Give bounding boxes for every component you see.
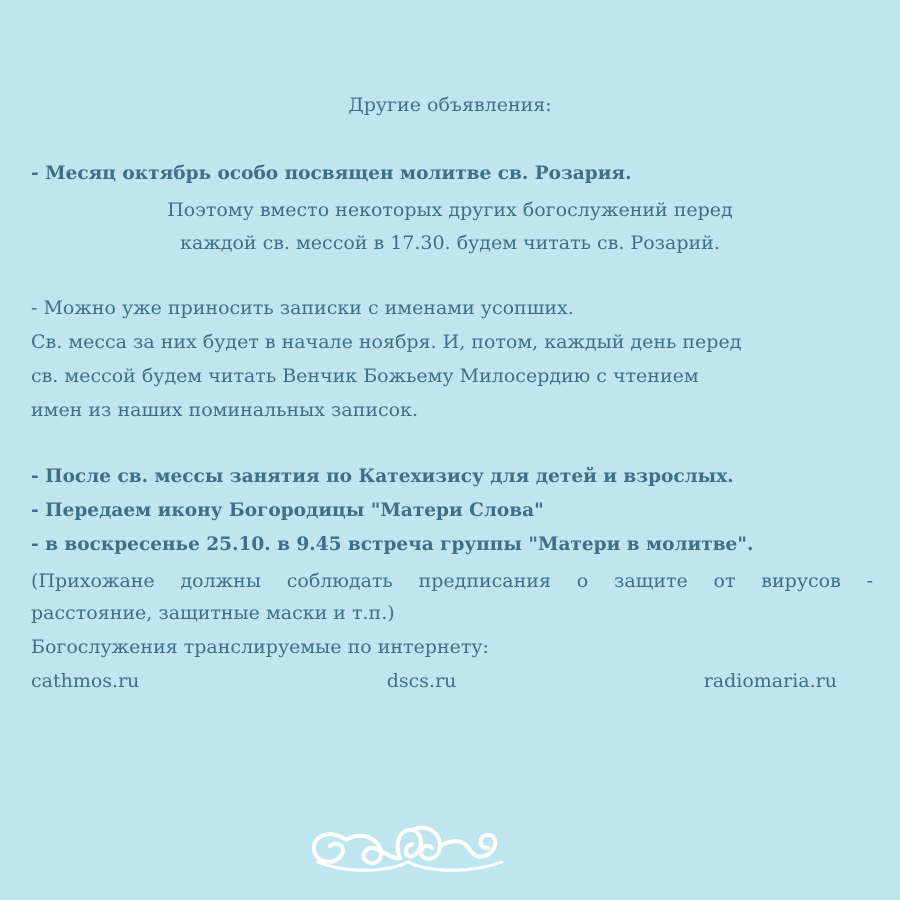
link-radiomaria[interactable]: radiomaria.ru xyxy=(703,670,837,692)
rosary-line-2: каждой св. мессой в 17.30. будем читать св. Розарий. xyxy=(180,232,720,254)
broadcast-links xyxy=(31,670,837,692)
rules-line-1: (Прихожане должны соблюдать предписания о защите от вирусов - xyxy=(31,570,873,592)
notes-line-3: св. мессой будем читать Венчик Божьему Милосердию с чтением xyxy=(31,365,699,387)
page-title: Другие объявления: xyxy=(348,94,552,116)
link-dscs[interactable]: dscs.ru xyxy=(386,670,457,692)
rosary-line-1: Поэтому вместо некоторых других богослужений перед xyxy=(167,199,733,221)
icon-announcement: - Передаем икону Богородицы "Матери Слова" xyxy=(31,500,544,521)
notes-line-4: имен из наших поминальных записок. xyxy=(31,399,419,421)
catechism-announcement: - После св. мессы занятия по Катехизису для детей и взрослых. xyxy=(31,466,734,487)
rules-line-2: расстояние, защитные маски и т.п.) xyxy=(31,602,395,624)
mothers-group-announcement: - в воскресенье 25.10. в 9.45 встреча группы "Матери в молитве". xyxy=(31,534,754,555)
link-cathmos[interactable]: cathmos.ru xyxy=(31,670,140,692)
broadcast-heading: Богослужения транслируемые по интернету: xyxy=(31,636,489,658)
notes-line-1: - Можно уже приносить записки с именами усопших. xyxy=(31,297,574,319)
rosary-headline: - Месяц октябрь особо посвящен молитве св. Розария. xyxy=(31,163,632,184)
notes-line-2: Св. месса за них будет в начале ноября. И, потом, каждый день перед xyxy=(31,331,742,353)
flourish-ornament-icon xyxy=(308,818,508,878)
